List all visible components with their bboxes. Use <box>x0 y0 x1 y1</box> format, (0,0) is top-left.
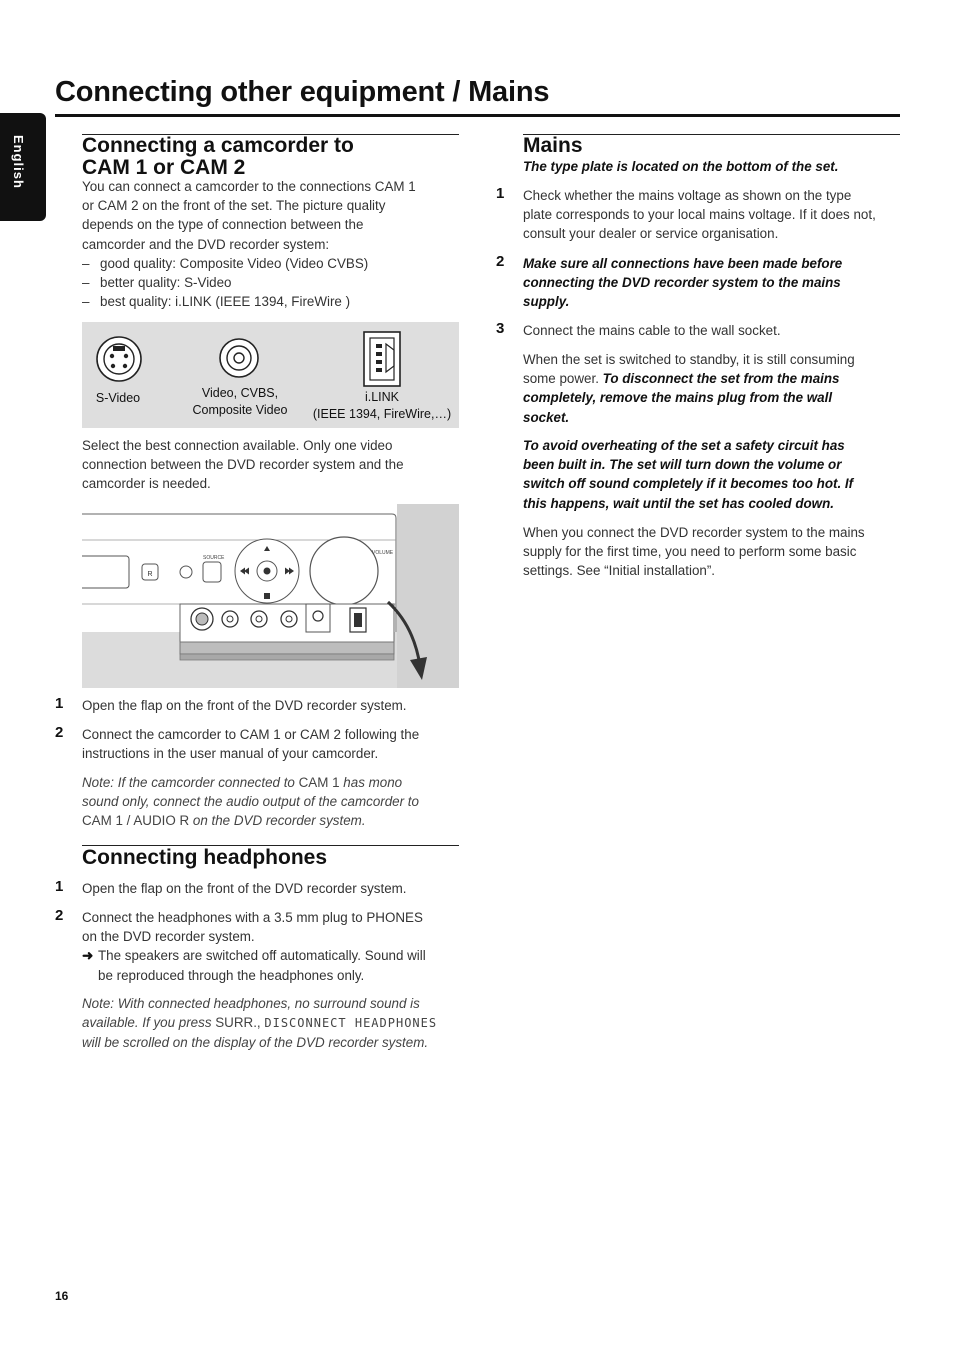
step-line: Open the flap on the front of the DVD recorder system. <box>82 881 407 896</box>
note-text: Note: If the camcorder connected to <box>82 775 295 790</box>
step-line: consult your dealer or service organisation. <box>523 226 779 242</box>
note-term: CAM 1 / AUDIO R <box>82 813 190 829</box>
svideo-connector-icon <box>97 337 141 381</box>
step-line: Open the flap on the front of the DVD recorder system. <box>82 698 407 713</box>
source-label: SOURCE <box>203 555 225 561</box>
volume-label: VOLUME <box>372 550 394 556</box>
paragraph-emphasis: To disconnect the set from the mains <box>602 371 840 387</box>
paragraph-line: socket. <box>523 409 570 425</box>
select-line: connection between the DVD recorder system and the <box>82 457 404 473</box>
intro-line: camcorder and the DVD recorder system: <box>82 236 330 252</box>
mains-step-2 <box>523 254 903 312</box>
note-line: will be scrolled on the display of the DVD recorder system. <box>82 1035 429 1051</box>
ilink-label-line: i.LINK <box>364 390 400 404</box>
quality-ilink: best quality: i.LINK (IEEE 1394, FireWire ) <box>100 294 351 310</box>
headphones-heading: Connecting headphones <box>82 846 328 869</box>
quality-composite: good quality: Composite Video (Video CVBS) <box>100 255 369 271</box>
note-term: CAM 1 <box>298 775 340 790</box>
page-number: 16 <box>55 1289 69 1303</box>
mains-heading: Mains <box>523 134 583 157</box>
paragraph-line: been built in. The set will turn down the volume or <box>523 457 842 473</box>
front-panel-illustration <box>82 504 459 688</box>
paragraph-line: To avoid overheating of the set a safety circuit has <box>523 438 845 453</box>
headphones-step-2 <box>82 908 462 985</box>
select-line: Select the best connection available. Only one video <box>82 438 393 453</box>
title-divider <box>55 114 900 117</box>
note-text: available. If you press <box>82 1015 212 1031</box>
select-connection-text <box>82 436 462 494</box>
note-line <box>82 1013 472 1033</box>
step-line: Check whether the mains voltage as shown on the type <box>523 188 852 203</box>
ilink-label-line: (IEEE 1394, FireWire,…) <box>312 407 452 421</box>
ilink-connector-icon <box>364 332 400 386</box>
intro-line: You can connect a camcorder to the connections CAM 1 <box>82 179 416 194</box>
camcorder-step-2 <box>82 725 462 763</box>
camcorder-heading-line1: Connecting a camcorder to <box>82 134 354 157</box>
standby-paragraph <box>523 350 908 427</box>
step-line: instructions in the user manual of your camcorder. <box>82 746 379 762</box>
step-number: 2 <box>496 253 505 270</box>
headphones-note <box>82 994 472 1053</box>
list-item: – better quality: S-Video <box>82 273 462 292</box>
step-line: supply. <box>523 294 570 310</box>
step-number: 3 <box>496 320 505 337</box>
intro-line: depends on the type of connection between the <box>82 217 364 233</box>
note-line: Note: With connected headphones, no surround sound is <box>82 996 420 1011</box>
step-number: 1 <box>55 878 64 895</box>
step-number: 1 <box>55 695 64 712</box>
result-arrow-icon: ➜ <box>82 948 94 964</box>
result-line <box>82 946 462 965</box>
step-number: 2 <box>55 724 64 741</box>
select-line: camcorder is needed. <box>82 476 211 492</box>
mains-step-3: Connect the mains cable to the wall socket. <box>523 323 781 338</box>
composite-video-connector-icon <box>220 339 258 377</box>
paragraph-line: this happens, wait until the set has cooled down. <box>523 495 834 511</box>
camcorder-intro <box>82 177 462 311</box>
page-title: Connecting other equipment / Mains <box>55 76 550 108</box>
display-message: DISCONNECT HEADPHONES <box>264 1016 438 1031</box>
note-line <box>82 811 462 830</box>
note-term: SURR., <box>215 1015 261 1031</box>
note-text: on the DVD recorder system. <box>192 813 366 829</box>
list-item: – good quality: Composite Video (Video CVBS) <box>82 254 462 273</box>
composite-video-label-line: Video, CVBS, <box>201 386 279 400</box>
quality-svideo: better quality: S-Video <box>100 275 232 291</box>
paragraph-line <box>523 369 908 388</box>
camcorder-note <box>82 773 462 831</box>
paragraph-line: completely, remove the mains plug from the wall <box>523 390 833 406</box>
step-line: connecting the DVD recorder system to the mains <box>523 275 841 291</box>
mains-step-1 <box>523 186 903 244</box>
headphones-step-1 <box>82 879 462 898</box>
camcorder-heading-line2: CAM 1 or CAM 2 <box>82 156 246 179</box>
note-text: has mono <box>343 775 403 790</box>
language-label: English <box>11 135 26 189</box>
intro-line: or CAM 2 on the front of the set. The picture quality <box>82 198 386 214</box>
ilink-label <box>302 389 462 423</box>
step-line: on the DVD recorder system. <box>82 929 255 945</box>
mains-subtitle: The type plate is located on the bottom of the set. <box>523 159 839 174</box>
svideo-label: S-Video <box>95 391 141 405</box>
camcorder-step-1 <box>82 696 462 715</box>
paragraph-line: When you connect the DVD recorder system to the mains <box>523 525 865 540</box>
step-line: Connect the camcorder to CAM 1 or CAM 2 following the <box>82 727 420 742</box>
paragraph-line: When the set is switched to standby, it is still consuming <box>523 352 855 367</box>
paragraph-text: some power. <box>523 371 599 387</box>
composite-video-label-line: Composite Video <box>192 403 288 417</box>
step-number: 2 <box>55 907 64 924</box>
paragraph-line: settings. See “Initial installation”. <box>523 563 716 579</box>
connector-types-figure <box>82 322 459 428</box>
paragraph-line: switch off sound completely if it becomes too hot. If <box>523 476 854 492</box>
step-number: 1 <box>496 185 505 202</box>
front-panel-drawing <box>82 504 459 688</box>
result-text: The speakers are switched off automatically. Sound will <box>98 948 426 964</box>
first-time-paragraph <box>523 523 908 581</box>
paragraph-line: supply for the first time, you need to perform some basic <box>523 544 857 560</box>
composite-video-label <box>180 385 300 419</box>
camcorder-heading <box>82 135 354 179</box>
language-tab <box>0 113 46 221</box>
list-item: – best quality: i.LINK (IEEE 1394, FireWire ) <box>82 292 462 311</box>
note-line <box>82 773 462 792</box>
step-line: plate corresponds to your local mains voltage. If it does not, <box>523 207 876 223</box>
step-line: Connect the headphones with a 3.5 mm plug to PHONES <box>82 910 423 925</box>
step-line: Make sure all connections have been made before <box>523 256 843 271</box>
result-text: be reproduced through the headphones only. <box>98 967 365 983</box>
overheat-paragraph <box>523 436 908 513</box>
note-line: sound only, connect the audio output of the camcorder to <box>82 794 419 810</box>
svg-text:R: R <box>147 571 153 578</box>
